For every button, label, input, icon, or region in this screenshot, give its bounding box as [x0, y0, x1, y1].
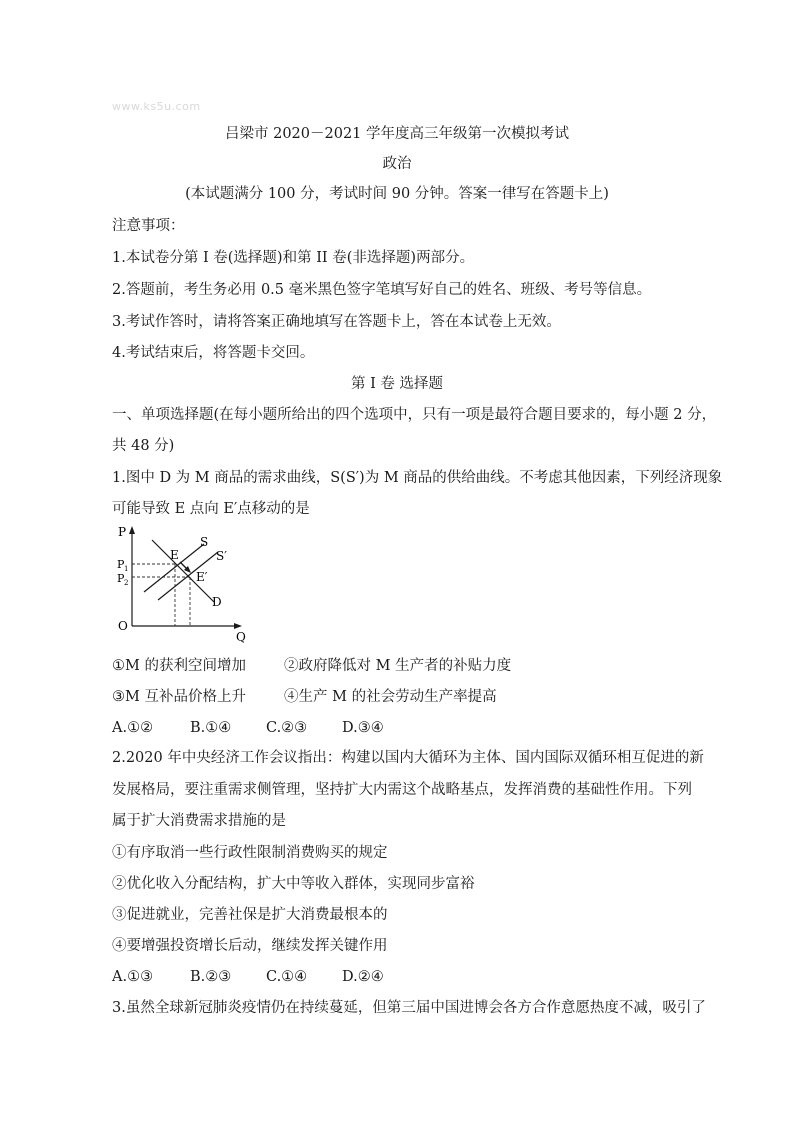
q1-choice-d: D.③④ — [342, 720, 384, 736]
q1-stem: 1.图中 D 为 M 商品的需求曲线，S(S′)为 M 商品的供给曲线。不考虑其他因素，下列经济现象 — [112, 470, 723, 486]
note-item: 4.考试结束后，将答题卡交回。 — [112, 345, 315, 361]
note-item: 2.答题前，考生务必用 0.5 毫米黑色签字笔填写好自己的姓名、班级、考号等信息。 — [112, 282, 652, 298]
q2-stem-cont: 发展格局，要注重需求侧管理，坚持扩大内需这个战略基点，发挥消费的基础性作用。下列 — [112, 782, 692, 798]
part-heading: 一、单项选择题(在每小题所给出的四个选项中，只有一项是最符合题目要求的，每小题 2 分， — [112, 407, 717, 423]
exam-title: 吕梁市 2020－2021 学年度高三年级第一次模拟考试 — [224, 126, 570, 142]
q2-option-1: ①有序取消一些行政性限制消费购买的规定 — [112, 845, 388, 861]
curve-d-label: D — [212, 595, 222, 609]
q1-stem-cont: 可能导致 E 点向 E′点移动的是 — [112, 501, 310, 517]
point-e-label: E — [170, 548, 179, 562]
q2-option-3: ③促进就业，完善社保是扩大消费最根本的 — [112, 907, 388, 923]
exam-subject: 政治 — [382, 156, 412, 172]
q1-choice-c: C.②③ — [266, 720, 308, 736]
curve-s-label: S — [200, 535, 209, 549]
q2-choice-b: B.②③ — [190, 969, 232, 985]
note-item: 1.本试卷分第 I 卷(选择题)和第 II 卷(非选择题)两部分。 — [112, 250, 475, 266]
q1-option-3: ③M 互补品价格上升 — [112, 689, 246, 705]
exam-instructions: (本试题满分 100 分，考试时间 90 分钟。答案一律写在答题卡上) — [185, 186, 609, 202]
p2-label: P — [117, 572, 125, 585]
q2-option-4: ④要增强投资增长后动，继续发挥关键作用 — [112, 938, 388, 954]
point-e-prime-label: E′ — [196, 570, 208, 584]
x-axis-arrow — [234, 623, 242, 629]
q2-choice-a: A.①③ — [112, 969, 154, 985]
x-axis-label: Q — [236, 630, 246, 644]
q2-stem: 2.2020 年中央经济工作会议指出：构建以国内大循环为主体、国内国际双循环相互促进的新 — [112, 750, 704, 766]
p1-subscript: 1 — [124, 565, 129, 573]
q2-choice-d: D.②④ — [342, 969, 384, 985]
y-axis-label: P — [118, 525, 127, 539]
q1-option-2: ②政府降低对 M 生产者的补贴力度 — [284, 658, 512, 674]
q1-option-4: ④生产 M 的社会劳动生产率提高 — [284, 689, 497, 705]
q1-choice-b: B.①④ — [190, 720, 232, 736]
y-axis-arrow — [129, 526, 135, 534]
notes-heading: 注意事项： — [112, 218, 185, 234]
q1-option-1: ①M 的获利空间增加 — [112, 658, 246, 674]
q2-stem-cont: 属于扩大消费需求措施的是 — [112, 813, 286, 829]
supply-demand-graph — [112, 522, 252, 646]
section-title: 第 I 卷 选择题 — [350, 376, 444, 392]
q2-choice-c: C.①④ — [266, 969, 308, 985]
note-item: 3.考试作答时，请将答案正确地填写在答题卡上，答在本试卷上无效。 — [112, 314, 561, 330]
origin-label: O — [118, 619, 128, 633]
curve-s-prime-label: S′ — [216, 549, 227, 563]
q3-stem: 3.虽然全球新冠肺炎疫情仍在持续蔓延，但第三届中国进博会各方合作意愿热度不减，吸引了 — [112, 1000, 706, 1016]
p1-label: P — [117, 558, 125, 571]
part-heading-cont: 共 48 分) — [112, 438, 175, 454]
p2-subscript: 2 — [124, 579, 129, 587]
q2-option-2: ②优化收入分配结构，扩大中等收入群体，实现同步富裕 — [112, 876, 475, 892]
q1-choice-a: A.①② — [112, 720, 154, 736]
watermark: www.ks5u.com — [112, 100, 201, 113]
